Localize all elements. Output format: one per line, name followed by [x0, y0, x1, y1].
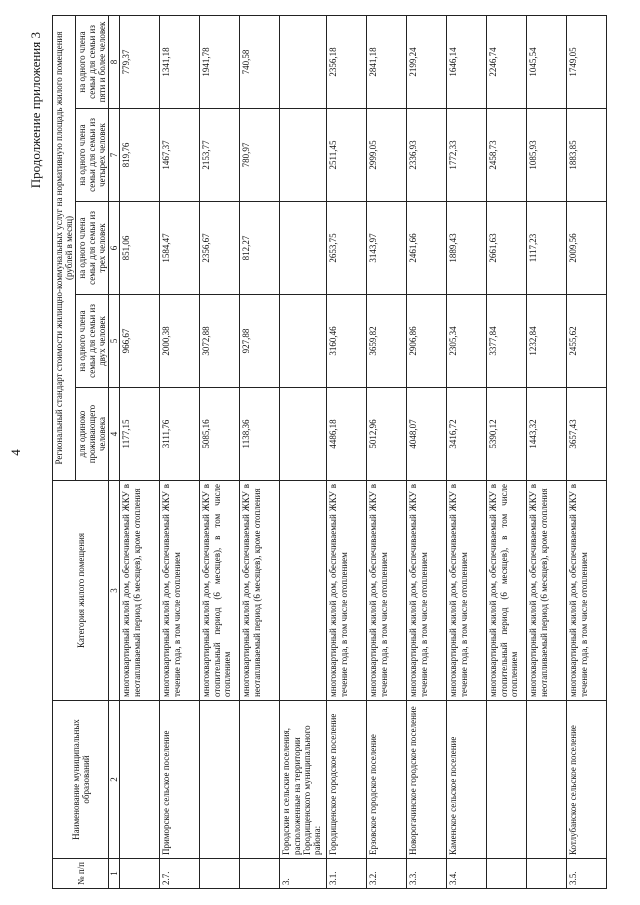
- table-row: [447, 15, 487, 888]
- housing-category: [280, 481, 327, 701]
- cost-value: 1177,15: [120, 388, 160, 481]
- municipality-name: Городищенское городское поселение: [327, 701, 367, 859]
- continuation-title: Продолжение приложения 3: [28, 32, 43, 189]
- header-row: [53, 15, 76, 888]
- cost-value: 819,76: [120, 109, 160, 202]
- housing-category: многоквартирный жилой дом, обеспечиваемый ЖКУ в неотапливаемый период (6 месяцев), кроме отопления: [240, 481, 280, 701]
- subheader-cell: для одиноко проживающего человека: [76, 388, 109, 481]
- cost-value: 2153,77: [200, 109, 240, 202]
- cost-value: 2906,86: [407, 295, 447, 388]
- table-row: [280, 15, 327, 888]
- row-number: [487, 859, 527, 889]
- cost-value: 780,97: [240, 109, 280, 202]
- table-row: [367, 15, 407, 888]
- cost-value: [280, 388, 327, 481]
- municipality-name: Ерзовское городское поселение: [367, 701, 407, 859]
- table-row: [567, 15, 607, 888]
- housing-category: многоквартирный жилой дом, обеспечиваемый ЖКУ в течение года, в том числе отоплением: [367, 481, 407, 701]
- cost-value: 2999,05: [367, 109, 407, 202]
- cost-value: 2653,75: [327, 202, 367, 295]
- cost-value: 1941,78: [200, 15, 240, 108]
- housing-category: многоквартирный жилой дом, обеспечиваемый ЖКУ в течение года, в том числе отоплением: [160, 481, 200, 701]
- cost-value: 3072,88: [200, 295, 240, 388]
- table-row: [527, 15, 567, 888]
- table-row: [160, 15, 200, 888]
- row-number: [240, 859, 280, 889]
- cost-value: [280, 15, 327, 108]
- cost-value: 2841,18: [367, 15, 407, 108]
- cost-value: 4048,07: [407, 388, 447, 481]
- row-number: 2.7.: [160, 859, 200, 889]
- municipality-name: [200, 701, 240, 859]
- cost-value: 2305,34: [447, 295, 487, 388]
- page-number: 4: [8, 449, 23, 456]
- cost-value: 2199,24: [407, 15, 447, 108]
- subheader-cell: на одного члена семьи для семьи из двух человек: [76, 295, 109, 388]
- cost-value: 1117,23: [527, 202, 567, 295]
- housing-category: многоквартирный жилой дом, обеспечиваемый ЖКУ в течение года, в том числе отоплением: [327, 481, 367, 701]
- cost-value: 1883,85: [567, 109, 607, 202]
- row-number: [120, 859, 160, 889]
- column-number: 8: [109, 15, 120, 108]
- housing-category: многоквартирный жилой дом, обеспечиваемый ЖКУ в течение года, в том числе отоплением: [567, 481, 607, 701]
- cost-value: 2336,93: [407, 109, 447, 202]
- cost-value: 740,58: [240, 15, 280, 108]
- table-row: [240, 15, 280, 888]
- column-number: 1: [109, 859, 120, 889]
- cost-value: 1889,43: [447, 202, 487, 295]
- cost-value: 3657,43: [567, 388, 607, 481]
- cost-value: [280, 202, 327, 295]
- cost-value: 2246,74: [487, 15, 527, 108]
- header-standard: Региональный стандарт стоимости жилищно-коммунальных услуг на нормативную площадь жилого помещения (рублей в месяц): [53, 15, 76, 480]
- municipality-name: [527, 701, 567, 859]
- row-number: 3.3.: [407, 859, 447, 889]
- cost-value: 3416,72: [447, 388, 487, 481]
- subheader-cell: на одного члена семьи для семьи из трех человек: [76, 202, 109, 295]
- municipality-name: Приморское сельское поселение: [160, 701, 200, 859]
- housing-category: многоквартирный жилой дом, обеспечиваемый ЖКУ в отопительный период (6 месяцев), в том числе отоплением: [200, 481, 240, 701]
- column-number: 3: [109, 481, 120, 701]
- cost-value: 779,37: [120, 15, 160, 108]
- table-row: [407, 15, 447, 888]
- cost-value: [280, 295, 327, 388]
- subheader-cell: на одного члена семьи для семьи из пяти и более человек: [76, 15, 109, 108]
- cost-value: 2356,18: [327, 15, 367, 108]
- cost-value: 1045,54: [527, 15, 567, 108]
- housing-category: многоквартирный жилой дом, обеспечиваемый ЖКУ в отопительный период (6 месяцев), в том числе отоплением: [487, 481, 527, 701]
- cost-value: 2356,67: [200, 202, 240, 295]
- column-number: 6: [109, 202, 120, 295]
- header-category: Категория жилого помещения: [53, 481, 109, 701]
- cost-value: 1085,93: [527, 109, 567, 202]
- cost-value: 2461,66: [407, 202, 447, 295]
- cost-value: 1584,47: [160, 202, 200, 295]
- cost-value: 812,27: [240, 202, 280, 295]
- column-number-row: [109, 15, 120, 888]
- cost-value: 927,88: [240, 295, 280, 388]
- municipality-name: Новорогачинское городское поселение: [407, 701, 447, 859]
- table-row: [327, 15, 367, 888]
- row-number: 3.2.: [367, 859, 407, 889]
- cost-value: 1467,37: [160, 109, 200, 202]
- municipality-name: [487, 701, 527, 859]
- cost-value: 1341,18: [160, 15, 200, 108]
- municipality-name: [240, 701, 280, 859]
- municipality-name: Каменское сельское поселение: [447, 701, 487, 859]
- column-number: 2: [109, 701, 120, 859]
- header-name: Наименование муниципальных образований: [53, 701, 109, 859]
- cost-value: 3659,82: [367, 295, 407, 388]
- cost-value: 2458,73: [487, 109, 527, 202]
- housing-category: многоквартирный жилой дом, обеспечиваемый ЖКУ в неотапливаемый период (6 месяцев), кроме отопления: [527, 481, 567, 701]
- cost-value: 5390,12: [487, 388, 527, 481]
- cost-value: 3111,76: [160, 388, 200, 481]
- column-number: 5: [109, 295, 120, 388]
- row-number: [527, 859, 567, 889]
- cost-value: 966,67: [120, 295, 160, 388]
- municipality-name: Городские и сельские поселения, расположенные на территории Городищенского муниципального района:: [280, 701, 327, 859]
- cost-value: 2455,62: [567, 295, 607, 388]
- row-number: 3.4.: [447, 859, 487, 889]
- cost-value: 5085,16: [200, 388, 240, 481]
- housing-category: многоквартирный жилой дом, обеспечиваемый ЖКУ в течение года, в том числе отоплением: [447, 481, 487, 701]
- cost-value: 1749,05: [567, 15, 607, 108]
- subheader-cell: на одного члена семьи для семьи из четырех человек: [76, 109, 109, 202]
- municipality-name: Котлубанское сельское поселение: [567, 701, 607, 859]
- cost-value: 1443,32: [527, 388, 567, 481]
- cost-value: 1138,36: [240, 388, 280, 481]
- table-row: [200, 15, 240, 888]
- table-row: [487, 15, 527, 888]
- municipality-name: [120, 701, 160, 859]
- housing-category: многоквартирный жилой дом, обеспечиваемый ЖКУ в течение года, в том числе отоплением: [407, 481, 447, 701]
- table-row: [120, 15, 160, 888]
- cost-value: 851,06: [120, 202, 160, 295]
- header-no: № п/п: [53, 859, 109, 889]
- cost-value: 1646,14: [447, 15, 487, 108]
- cost-value: 3160,46: [327, 295, 367, 388]
- cost-value: 3377,84: [487, 295, 527, 388]
- row-number: 3.1.: [327, 859, 367, 889]
- cost-value: 1232,84: [527, 295, 567, 388]
- standard-cost-table: [52, 15, 607, 889]
- cost-value: 1772,33: [447, 109, 487, 202]
- cost-value: [280, 109, 327, 202]
- row-number: 3.: [280, 859, 327, 889]
- cost-value: 2000,38: [160, 295, 200, 388]
- cost-value: 5012,96: [367, 388, 407, 481]
- cost-value: 2661,63: [487, 202, 527, 295]
- cost-value: 2009,56: [567, 202, 607, 295]
- cost-value: 2511,45: [327, 109, 367, 202]
- row-number: [200, 859, 240, 889]
- housing-category: многоквартирный жилой дом, обеспечиваемый ЖКУ в неотапливаемый период (6 месяцев), кроме отопления: [120, 481, 160, 701]
- cost-value: 4486,18: [327, 388, 367, 481]
- column-number: 4: [109, 388, 120, 481]
- row-number: 3.5.: [567, 859, 607, 889]
- cost-value: 3143,97: [367, 202, 407, 295]
- column-number: 7: [109, 109, 120, 202]
